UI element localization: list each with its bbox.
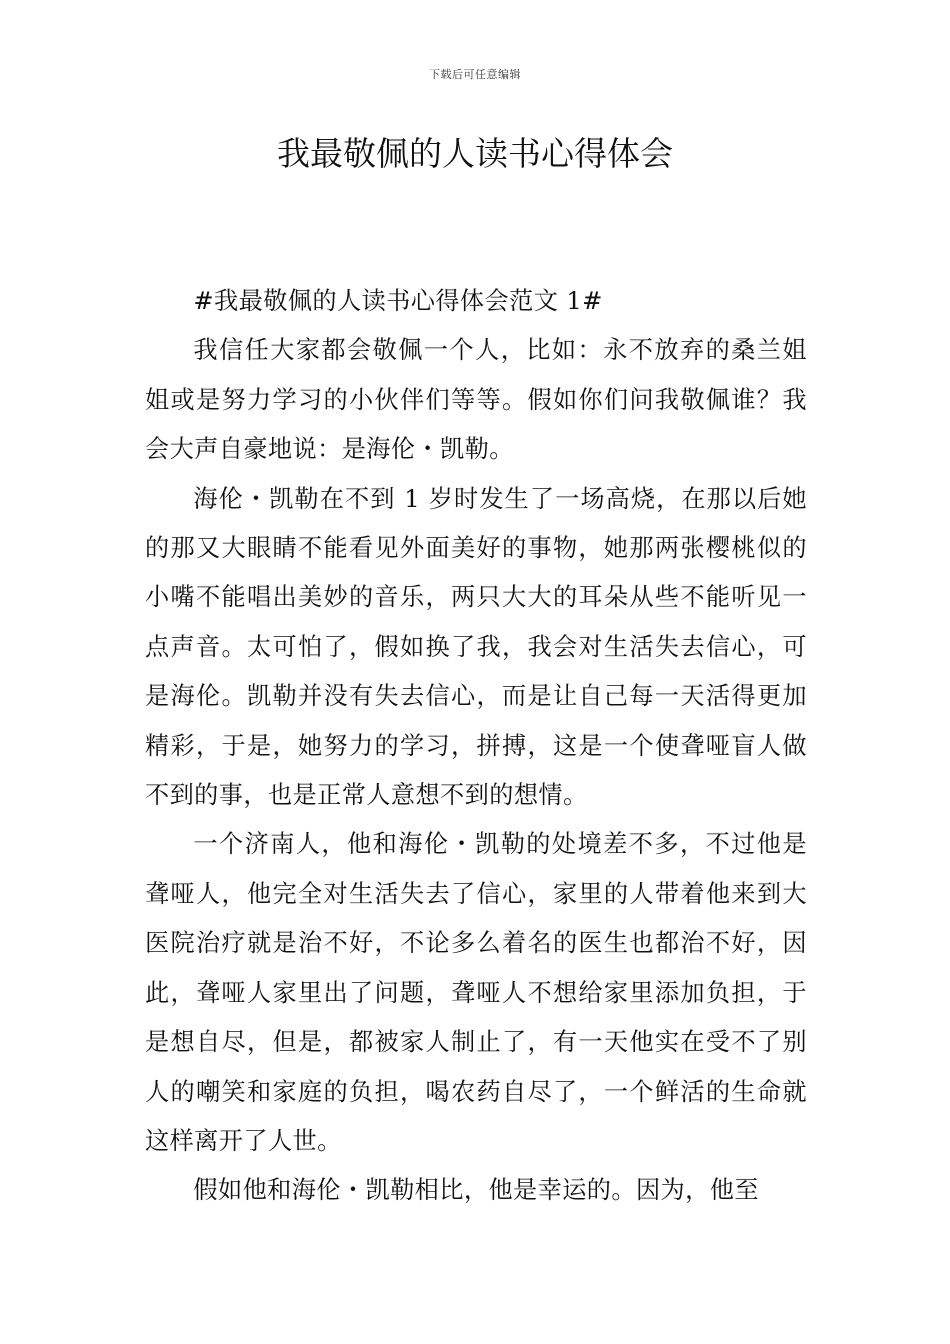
paragraph-4: 假如他和海伦・凯勒相比，他是幸运的。因为，他至 xyxy=(193,1176,759,1205)
header-note: 下载后可任意编辑 xyxy=(429,68,521,81)
document-body xyxy=(145,277,807,1216)
paragraph-2: 海伦・凯勒在不到 1 岁时发生了一场高烧，在那以后她的那又大眼睛不能看见外面美好的事物，她那两张樱桃似的小嘴不能唱出美妙的音乐，两只大大的耳朵从些不能听见一点声音。太可怕了，假如换了我，我会对生活失去信心，可是海伦。凯勒并没有失去信心，而是让自己每一天活得更加精彩，于是，她努力的学习，拼搏，这是一个使聋哑盲人做不到的事，也是正常人意想不到的想情。 xyxy=(145,484,807,810)
paragraph-1: 我信任大家都会敬佩一个人，比如：永不放弃的桑兰姐姐或是努力学习的小伙伴们等等。假如你们问我敬佩谁？我会大声自豪地说：是海伦・凯勒。 xyxy=(145,336,807,464)
paragraph-3: 一个济南人，他和海伦・凯勒的处境差不多，不过他是聋哑人，他完全对生活失去了信心，家里的人带着他来到大医院治疗就是治不好，不论多么着名的医生也都治不好，因此，聋哑人家里出了问题，聋哑人不想给家里添加负担，于是想自尽，但是，都被家人制止了，有一天他实在受不了别人的嘲笑和家庭的负担，喝农药自尽了，一个鲜活的生命就这样离开了人世。 xyxy=(145,830,807,1155)
section-heading: #我最敬佩的人读书心得体会范文 1# xyxy=(193,287,603,315)
document-title: 我最敬佩的人读书心得体会 xyxy=(277,134,673,173)
